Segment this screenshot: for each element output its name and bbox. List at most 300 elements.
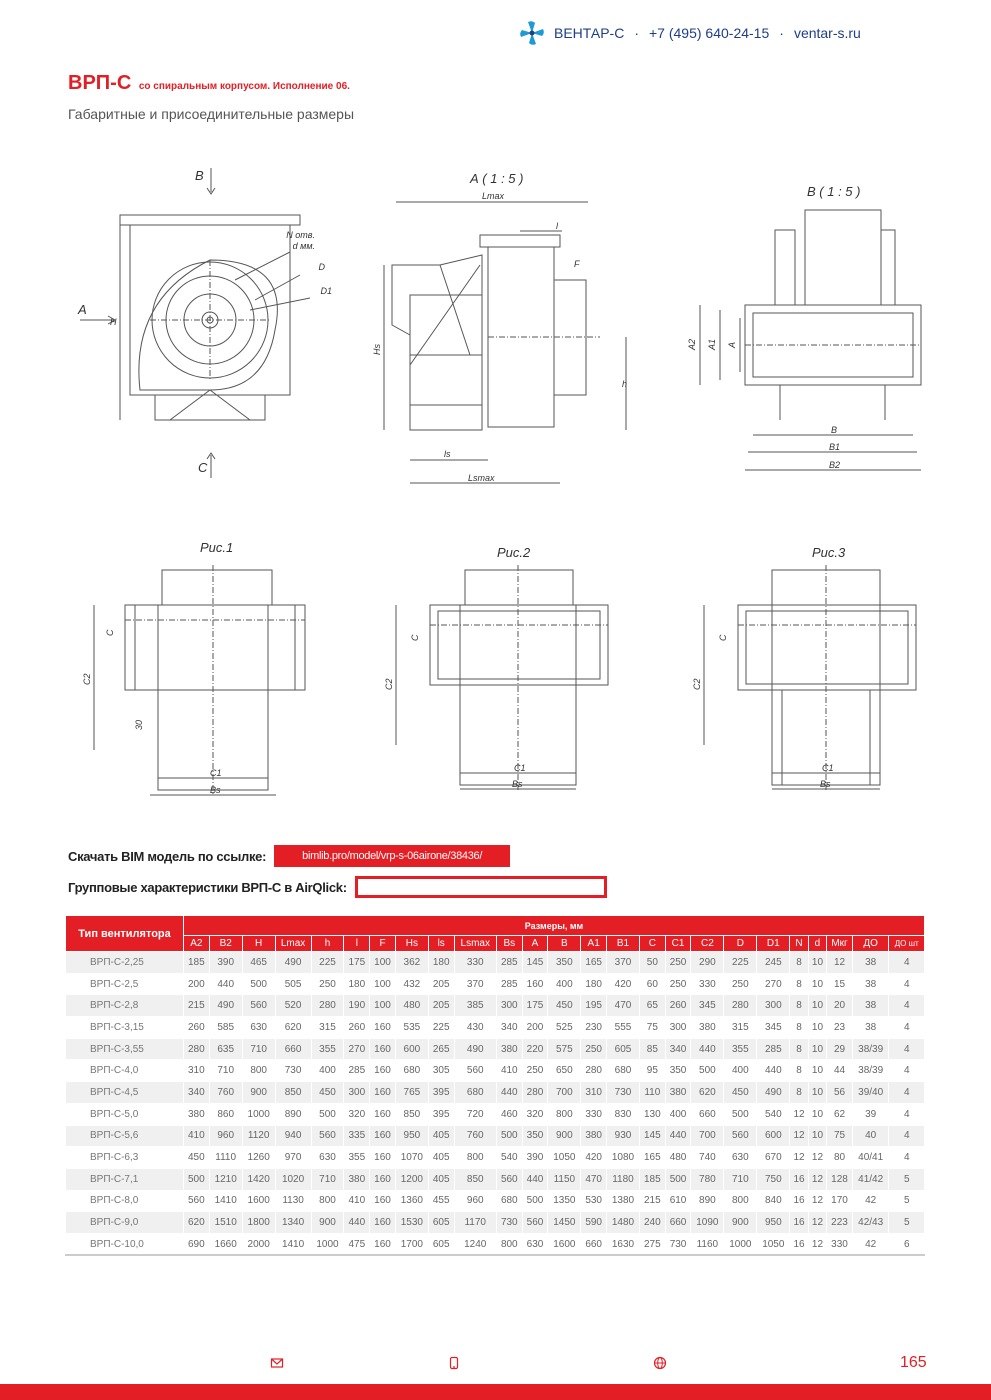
- lmax-label: Lmax: [482, 191, 505, 201]
- footer-icons: [0, 1356, 991, 1372]
- dimension-cell: 500: [522, 1190, 548, 1212]
- dimension-cell: 4: [889, 952, 925, 974]
- dimension-cell: 4: [889, 1147, 925, 1169]
- dimension-cell: 285: [757, 1038, 790, 1060]
- dimension-cell: 630: [311, 1147, 344, 1169]
- dimension-cell: 260: [184, 1017, 210, 1039]
- dimension-cell: 40/41: [852, 1147, 889, 1169]
- dimension-cell: 440: [209, 973, 242, 995]
- column-header: ls: [428, 936, 454, 952]
- dimension-cell: 380: [665, 1082, 691, 1104]
- fan-type-cell: ВРП-С-8,0: [66, 1190, 184, 1212]
- dimension-cell: 480: [395, 995, 428, 1017]
- dimension-cell: 490: [454, 1038, 496, 1060]
- dimension-cell: 560: [311, 1125, 344, 1147]
- dimension-cell: 555: [607, 1017, 640, 1039]
- dimension-cell: 475: [344, 1233, 370, 1255]
- column-header: l: [344, 936, 370, 952]
- table-row: [66, 1212, 925, 1234]
- dimension-cell: 410: [344, 1190, 370, 1212]
- dimension-cell: 345: [691, 995, 724, 1017]
- dimension-cell: 505: [275, 973, 311, 995]
- dimension-cell: 128: [827, 1168, 853, 1190]
- column-header: A1: [581, 936, 607, 952]
- dimension-cell: 10: [808, 1103, 826, 1125]
- table-row: [66, 1147, 925, 1169]
- dimension-cell: 110: [639, 1082, 665, 1104]
- dimension-cell: 280: [311, 995, 344, 1017]
- dimension-cell: 285: [496, 952, 522, 974]
- dimension-cell: 760: [454, 1125, 496, 1147]
- dimension-cell: 310: [184, 1060, 210, 1082]
- dimension-cell: 300: [344, 1082, 370, 1104]
- fan-type-cell: ВРП-С-6,3: [66, 1147, 184, 1169]
- dimension-cell: 95: [639, 1060, 665, 1082]
- table-row: [66, 1125, 925, 1147]
- dimension-cell: 710: [724, 1168, 757, 1190]
- page-subtitle: Габаритные и присоединительные размеры: [68, 106, 355, 122]
- fan-type-cell: ВРП-С-3,55: [66, 1038, 184, 1060]
- dimension-cell: 38: [852, 1017, 889, 1039]
- dimension-cell: 38/39: [852, 1038, 889, 1060]
- dimension-cell: 395: [428, 1082, 454, 1104]
- dimension-cell: 650: [548, 1060, 581, 1082]
- dimension-cell: 620: [275, 1017, 311, 1039]
- dimension-cell: 450: [724, 1082, 757, 1104]
- column-header: H: [242, 936, 275, 952]
- dimension-cell: 345: [757, 1017, 790, 1039]
- dimension-cell: 660: [665, 1212, 691, 1234]
- view-b-drawing: [655, 180, 935, 480]
- dimension-cell: 75: [639, 1017, 665, 1039]
- dimension-cell: 765: [395, 1082, 428, 1104]
- dimension-cell: 160: [370, 1017, 396, 1039]
- dimension-cell: 1380: [607, 1190, 640, 1212]
- dimension-cell: 670: [757, 1147, 790, 1169]
- header-phone[interactable]: +7 (495) 640-24-15: [649, 25, 770, 41]
- dimension-cell: 165: [639, 1147, 665, 1169]
- dimension-cell: 605: [428, 1212, 454, 1234]
- dimension-cell: 900: [548, 1125, 581, 1147]
- dimension-cell: 160: [370, 1038, 396, 1060]
- dimension-cell: 680: [454, 1082, 496, 1104]
- dimension-cell: 890: [275, 1103, 311, 1125]
- dimension-cell: 1000: [311, 1233, 344, 1255]
- dimension-cell: 850: [454, 1168, 496, 1190]
- dimension-cell: 38: [852, 973, 889, 995]
- dimension-cell: 4: [889, 1038, 925, 1060]
- dimension-cell: 355: [311, 1038, 344, 1060]
- dimension-cell: 4: [889, 1125, 925, 1147]
- dimension-cell: 940: [275, 1125, 311, 1147]
- dimension-cell: 540: [496, 1147, 522, 1169]
- dimension-cell: 390: [209, 952, 242, 974]
- dimension-cell: 160: [370, 1168, 396, 1190]
- dimension-cell: 280: [724, 995, 757, 1017]
- dimension-cell: 20: [827, 995, 853, 1017]
- dimension-cell: 160: [370, 1125, 396, 1147]
- dimension-cell: 80: [827, 1147, 853, 1169]
- dimension-cell: 4: [889, 1017, 925, 1039]
- dimension-cell: 130: [639, 1103, 665, 1125]
- dimension-cell: 225: [428, 1017, 454, 1039]
- dimension-cell: 250: [311, 973, 344, 995]
- dimension-cell: 525: [548, 1017, 581, 1039]
- dimension-cell: 400: [665, 1103, 691, 1125]
- dimension-cell: 330: [691, 973, 724, 995]
- a1-label: A1: [707, 338, 717, 350]
- dimension-cell: 62: [827, 1103, 853, 1125]
- dimension-cell: 585: [209, 1017, 242, 1039]
- dimension-cell: 8: [790, 995, 808, 1017]
- dimension-cell: 41/42: [852, 1168, 889, 1190]
- dimension-cell: 175: [522, 995, 548, 1017]
- dimension-cell: 350: [548, 952, 581, 974]
- dimension-cell: 320: [522, 1103, 548, 1125]
- dimension-cell: 300: [665, 1017, 691, 1039]
- page-number: 165: [900, 1354, 927, 1371]
- dimension-cell: 800: [548, 1103, 581, 1125]
- dimension-cell: 160: [370, 1212, 396, 1234]
- fan-type-cell: ВРП-С-2,5: [66, 973, 184, 995]
- table-row: [66, 1190, 925, 1212]
- column-header: D: [724, 936, 757, 952]
- dimension-cell: 38/39: [852, 1060, 889, 1082]
- dimension-cell: 305: [428, 1060, 454, 1082]
- dimension-cell: 630: [242, 1017, 275, 1039]
- view-a-drawing: [370, 165, 630, 495]
- dimension-cell: 500: [242, 973, 275, 995]
- n-holes-label: N отв.: [286, 230, 315, 240]
- dimension-cell: 300: [496, 995, 522, 1017]
- table-row: [66, 952, 925, 974]
- dimension-cell: 380: [691, 1017, 724, 1039]
- fan-type-cell: ВРП-С-4,0: [66, 1060, 184, 1082]
- fan-type-cell: ВРП-С-3,15: [66, 1017, 184, 1039]
- dimension-cell: 680: [607, 1060, 640, 1082]
- footer-bar: [0, 1384, 991, 1400]
- dimension-cell: 630: [522, 1233, 548, 1255]
- dimension-cell: 275: [639, 1233, 665, 1255]
- dimension-cell: 1050: [548, 1147, 581, 1169]
- ls-label: ls: [444, 449, 451, 459]
- fig1-30-label: 30: [134, 719, 144, 730]
- dimension-cell: 38: [852, 952, 889, 974]
- dimension-cell: 280: [522, 1082, 548, 1104]
- dimension-cell: 560: [496, 1168, 522, 1190]
- dimension-cell: 1410: [275, 1233, 311, 1255]
- dimension-cell: 180: [428, 952, 454, 974]
- dimension-cell: 1000: [242, 1103, 275, 1125]
- fan-type-cell: ВРП-С-4,5: [66, 1082, 184, 1104]
- dimension-cell: 600: [757, 1125, 790, 1147]
- page-title: [68, 72, 350, 95]
- dimension-cell: 400: [548, 973, 581, 995]
- dimension-cell: 800: [242, 1060, 275, 1082]
- dimension-cell: 480: [665, 1147, 691, 1169]
- fan-logo-icon: [518, 19, 546, 47]
- dimension-cell: 1420: [242, 1168, 275, 1190]
- dimension-cell: 1410: [209, 1190, 242, 1212]
- dimension-cell: 280: [581, 1060, 607, 1082]
- column-header: Lmax: [275, 936, 311, 952]
- dimension-cell: 440: [522, 1168, 548, 1190]
- dimension-cell: 8: [790, 1017, 808, 1039]
- dimension-cell: 660: [275, 1038, 311, 1060]
- dimension-cell: 490: [209, 995, 242, 1017]
- table-row: [66, 1038, 925, 1060]
- d1-dim-label: D1: [320, 286, 332, 296]
- column-header: B2: [209, 936, 242, 952]
- dimension-cell: 970: [275, 1147, 311, 1169]
- dimension-cell: 680: [395, 1060, 428, 1082]
- a-arrow-label: А: [78, 302, 87, 317]
- dimension-cell: 960: [454, 1190, 496, 1212]
- dimension-cell: 560: [184, 1190, 210, 1212]
- h-small-label: h: [622, 379, 628, 389]
- dimension-cell: 350: [665, 1060, 691, 1082]
- dimension-cell: 285: [496, 973, 522, 995]
- dimension-cell: 180: [344, 973, 370, 995]
- fig2-title: Рис.2: [497, 545, 531, 560]
- dimension-cell: 340: [184, 1082, 210, 1104]
- dimension-cell: 330: [581, 1103, 607, 1125]
- fig1-c-label: С: [105, 629, 115, 636]
- mail-icon[interactable]: [270, 1356, 284, 1370]
- dimension-cell: 620: [184, 1212, 210, 1234]
- dimension-cell: 340: [665, 1038, 691, 1060]
- dimension-cell: 800: [496, 1233, 522, 1255]
- dimension-cell: 315: [724, 1017, 757, 1039]
- fig3-bs-label: Bs: [820, 779, 831, 789]
- dimension-cell: 500: [496, 1125, 522, 1147]
- c-arrow-label: С: [198, 460, 208, 475]
- dimension-cell: 440: [757, 1060, 790, 1082]
- dimension-cell: 4: [889, 1103, 925, 1125]
- dimension-cell: 690: [184, 1233, 210, 1255]
- dimension-cell: 8: [790, 1082, 808, 1104]
- column-header: Lsmax: [454, 936, 496, 952]
- dimension-cell: 760: [209, 1082, 242, 1104]
- dimension-cell: 16: [790, 1190, 808, 1212]
- fig2-bs-label: Bs: [512, 779, 523, 789]
- column-header: Мкг: [827, 936, 853, 952]
- column-header: C2: [691, 936, 724, 952]
- dimension-cell: 220: [522, 1038, 548, 1060]
- dimension-cell: 930: [607, 1125, 640, 1147]
- dimension-cell: 280: [184, 1038, 210, 1060]
- dimension-cell: 290: [691, 952, 724, 974]
- dimensions-group-header: Размеры, мм: [184, 916, 925, 936]
- airqlick-link[interactable]: [355, 876, 607, 898]
- dimension-cell: 440: [691, 1038, 724, 1060]
- fig2-drawing: [380, 545, 620, 795]
- dimension-cell: 575: [548, 1038, 581, 1060]
- dimension-cell: 1130: [275, 1190, 311, 1212]
- table-row: [66, 973, 925, 995]
- table-row: [66, 1017, 925, 1039]
- dimension-cell: 370: [454, 973, 496, 995]
- dimension-cell: 830: [607, 1103, 640, 1125]
- dimension-cell: 605: [428, 1233, 454, 1255]
- dimensions-table: [65, 915, 925, 1256]
- phone-icon[interactable]: [447, 1356, 461, 1370]
- dimension-cell: 190: [344, 995, 370, 1017]
- column-header: Bs: [496, 936, 522, 952]
- column-header: C: [639, 936, 665, 952]
- dimension-cell: 1120: [242, 1125, 275, 1147]
- fig2-c1-label: C1: [514, 763, 526, 773]
- dimension-cell: 1160: [691, 1233, 724, 1255]
- dimension-cell: 800: [454, 1147, 496, 1169]
- dimension-cell: 380: [184, 1103, 210, 1125]
- dimension-cell: 16: [790, 1168, 808, 1190]
- dimension-cell: 1000: [724, 1233, 757, 1255]
- dimension-cell: 160: [522, 973, 548, 995]
- dimension-cell: 270: [757, 973, 790, 995]
- dimension-cell: 12: [790, 1147, 808, 1169]
- dimension-cell: 560: [522, 1212, 548, 1234]
- dimension-cell: 430: [454, 1017, 496, 1039]
- dimension-cell: 170: [827, 1190, 853, 1212]
- dimension-cell: 710: [242, 1038, 275, 1060]
- dimension-cell: 250: [581, 1038, 607, 1060]
- dimension-cell: 330: [827, 1233, 853, 1255]
- dimension-cell: 4: [889, 995, 925, 1017]
- dimension-cell: 39/40: [852, 1082, 889, 1104]
- dimension-cell: 42: [852, 1190, 889, 1212]
- dimension-cell: 850: [275, 1082, 311, 1104]
- dimension-cell: 500: [665, 1168, 691, 1190]
- dimension-cell: 6: [889, 1233, 925, 1255]
- dimension-cell: 285: [344, 1060, 370, 1082]
- dimension-cell: 620: [691, 1082, 724, 1104]
- dimension-cell: 535: [395, 1017, 428, 1039]
- dimension-cell: 630: [724, 1147, 757, 1169]
- dimension-cell: 380: [344, 1168, 370, 1190]
- dimension-cell: 710: [209, 1060, 242, 1082]
- dimension-cell: 315: [311, 1017, 344, 1039]
- dimension-cell: 700: [691, 1125, 724, 1147]
- dimension-cell: 1700: [395, 1233, 428, 1255]
- dimension-cell: 60: [639, 973, 665, 995]
- dimension-cell: 900: [311, 1212, 344, 1234]
- column-header: A: [522, 936, 548, 952]
- dimension-cell: 730: [275, 1060, 311, 1082]
- dimension-cell: 450: [548, 995, 581, 1017]
- dimension-cell: 470: [607, 995, 640, 1017]
- dimension-cell: 12: [808, 1190, 826, 1212]
- column-header: D1: [757, 936, 790, 952]
- dimension-cell: 355: [344, 1147, 370, 1169]
- dimension-cell: 205: [428, 973, 454, 995]
- dimension-cell: 185: [639, 1168, 665, 1190]
- dimension-cell: 1090: [691, 1212, 724, 1234]
- dimension-cell: 950: [395, 1125, 428, 1147]
- dimension-cell: 12: [790, 1103, 808, 1125]
- header-separator: ·: [779, 25, 784, 41]
- dimension-cell: 23: [827, 1017, 853, 1039]
- dimension-cell: 39: [852, 1103, 889, 1125]
- dimension-cell: 700: [548, 1082, 581, 1104]
- dimension-cell: 1600: [242, 1190, 275, 1212]
- fan-type-cell: ВРП-С-7,1: [66, 1168, 184, 1190]
- brand-name: ВЕНТАР-С: [554, 25, 625, 41]
- dimension-cell: 490: [757, 1082, 790, 1104]
- dimension-cell: 450: [311, 1082, 344, 1104]
- dimension-cell: 145: [522, 952, 548, 974]
- dimension-cell: 590: [581, 1212, 607, 1234]
- dimension-cell: 635: [209, 1038, 242, 1060]
- column-header: h: [311, 936, 344, 952]
- v-arrow-label: В: [195, 168, 204, 183]
- title-main: ВРП-С: [68, 72, 132, 94]
- header-site-link[interactable]: ventar-s.ru: [793, 25, 861, 41]
- dimension-cell: 500: [724, 1103, 757, 1125]
- d-dim-label: D: [318, 262, 325, 272]
- dimension-cell: 100: [370, 973, 396, 995]
- dimension-cell: 660: [581, 1233, 607, 1255]
- dimension-cell: 160: [370, 1082, 396, 1104]
- dimension-cell: 560: [454, 1060, 496, 1082]
- dimension-cell: 1360: [395, 1190, 428, 1212]
- fan-type-cell: ВРП-С-5,0: [66, 1103, 184, 1125]
- dimension-cell: 440: [496, 1082, 522, 1104]
- dimension-cell: 205: [428, 995, 454, 1017]
- table-row: [66, 1233, 925, 1255]
- dimension-cell: 2000: [242, 1233, 275, 1255]
- dimension-cell: 380: [496, 1038, 522, 1060]
- lsmax-label: Lsmax: [468, 473, 495, 483]
- dimension-cell: 10: [808, 995, 826, 1017]
- dimension-cell: 65: [639, 995, 665, 1017]
- dimension-cell: 250: [665, 952, 691, 974]
- globe-icon[interactable]: [653, 1356, 667, 1370]
- hs-label: Hs: [372, 344, 382, 355]
- dimension-cell: 223: [827, 1212, 853, 1234]
- column-header: ДО: [852, 936, 889, 952]
- f-label: F: [574, 259, 580, 269]
- dimension-cell: 1450: [548, 1212, 581, 1234]
- dimension-cell: 490: [275, 952, 311, 974]
- fig3-drawing: [690, 545, 930, 795]
- dimension-cell: 405: [428, 1147, 454, 1169]
- dimension-cell: 405: [428, 1168, 454, 1190]
- dimension-cell: 16: [790, 1212, 808, 1234]
- dimension-cell: 740: [691, 1147, 724, 1169]
- dimension-cell: 250: [724, 973, 757, 995]
- dimension-cell: 680: [496, 1190, 522, 1212]
- dimension-cell: 12: [827, 952, 853, 974]
- dimension-cell: 1630: [607, 1233, 640, 1255]
- dimension-cell: 225: [311, 952, 344, 974]
- dimension-cell: 12: [790, 1125, 808, 1147]
- dimension-cell: 335: [344, 1125, 370, 1147]
- dimension-cell: 85: [639, 1038, 665, 1060]
- fig2-c2-label: C2: [384, 678, 394, 690]
- dimension-cell: 1240: [454, 1233, 496, 1255]
- dimension-cell: 420: [581, 1147, 607, 1169]
- dimension-cell: 10: [808, 1060, 826, 1082]
- bim-link[interactable]: bimlib.pro/model/vrp-s-06airone/38436/: [274, 845, 510, 867]
- dimension-cell: 270: [344, 1038, 370, 1060]
- fig1-c1-label: C1: [210, 768, 222, 778]
- dimension-cell: 520: [275, 995, 311, 1017]
- dimension-cell: 160: [370, 1060, 396, 1082]
- table-row: [66, 1082, 925, 1104]
- dimension-cell: 1070: [395, 1147, 428, 1169]
- column-header: Hs: [395, 936, 428, 952]
